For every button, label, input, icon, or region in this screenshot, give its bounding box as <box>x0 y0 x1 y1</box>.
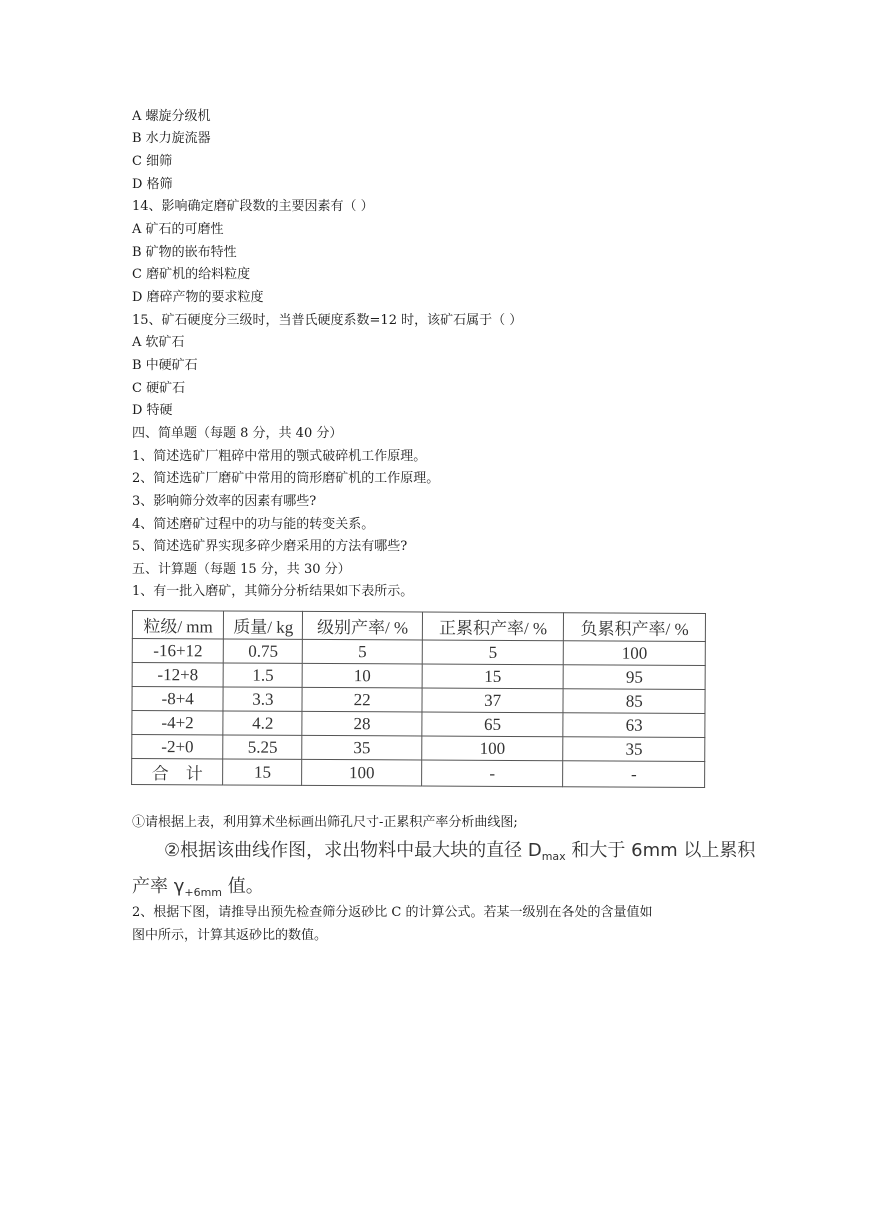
question-15: 15、矿石硬度分三级时，当普氏硬度系数=12 时，该矿石属于（ ） <box>132 313 523 328</box>
cell: -4+2 <box>132 711 223 735</box>
calc-1-part-1: ①请根据上表，利用算术坐标画出筛孔尺寸-正累积产率分析曲线图; <box>132 815 518 830</box>
dmax-subscript: max <box>541 850 566 863</box>
table-row <box>132 735 705 762</box>
option-a-spiral-classifier: A 螺旋分级机 <box>132 109 211 124</box>
header-size-class: 粒级/ mm <box>132 611 223 639</box>
table-row <box>132 639 705 666</box>
table-row <box>132 711 705 738</box>
sieve-analysis-table <box>131 610 706 788</box>
q15-option-d: D 特硬 <box>132 403 173 418</box>
option-d-grizzly: D 格筛 <box>132 177 173 192</box>
cell: -8+4 <box>132 687 223 711</box>
short-answer-5: 5、简述选矿界实现多碎少磨采用的方法有哪些? <box>132 539 408 554</box>
table-row <box>132 687 705 714</box>
short-answer-2: 2、简述选矿厂磨矿中常用的筒形磨矿机的工作原理。 <box>132 471 440 486</box>
short-answer-4: 4、简述磨矿过程中的功与能的转变关系。 <box>132 517 375 532</box>
cell: -16+12 <box>132 639 223 663</box>
table-total-row <box>132 759 705 788</box>
calc-1-part-2-line-2 <box>132 872 264 899</box>
cell: -2+0 <box>132 735 223 759</box>
option-b-hydrocyclone: B 水力旋流器 <box>132 131 211 146</box>
cell: 15 <box>422 664 564 689</box>
q2-text-c: 产率 γ <box>132 876 185 897</box>
q2-text-a: ②根据该曲线作图，求出物料中最大块的直径 D <box>164 840 542 861</box>
cell: 5 <box>422 640 564 665</box>
cell: 63 <box>563 713 705 738</box>
cell: 22 <box>302 687 422 712</box>
q2-text-b: 和大于 6mm 以上累积 <box>565 840 756 861</box>
cell: - <box>421 760 563 787</box>
cell: 5.25 <box>223 735 302 759</box>
header-negative-cumulative: 负累积产率/ % <box>564 613 706 642</box>
q14-option-b: B 矿物的嵌布特性 <box>132 245 237 260</box>
cell: 65 <box>422 712 564 737</box>
cell: 5 <box>303 639 423 664</box>
q2-text-d: 值。 <box>222 876 264 897</box>
cell: 100 <box>564 641 706 666</box>
calc-1-part-2-line-1 <box>164 836 755 863</box>
cell: 15 <box>223 759 302 785</box>
calc-question-2-line-1: 2、根据下图，请推导出预先检查筛分返砂比 C 的计算公式。若某一级别在各处的含量值如 <box>132 905 653 920</box>
table-header-row <box>132 611 705 642</box>
cell: 1.5 <box>223 663 302 687</box>
q15-option-c: C 硬矿石 <box>132 381 186 396</box>
cell: 合 计 <box>132 759 223 785</box>
option-c-fine-screen: C 细筛 <box>132 154 173 169</box>
section-4-heading: 四、简单题（每题 8 分，共 40 分） <box>132 426 343 441</box>
header-class-yield: 级别产率/ % <box>303 611 423 640</box>
q14-option-c: C 磨矿机的给料粒度 <box>132 267 251 282</box>
cell: 3.3 <box>223 687 302 711</box>
cell: 95 <box>564 665 706 690</box>
calc-question-1: 1、有一批入磨矿，其筛分分析结果如下表所示。 <box>132 584 414 599</box>
table-row <box>132 663 705 690</box>
question-14: 14、影响确定磨矿段数的主要因素有（ ） <box>132 199 374 214</box>
cell: - <box>563 761 705 788</box>
cell: -12+8 <box>132 663 223 687</box>
cell: 35 <box>563 737 705 762</box>
cell: 10 <box>303 663 423 688</box>
q14-option-a: A 矿石的可磨性 <box>132 222 224 237</box>
section-5-heading: 五、计算题（每题 15 分，共 30 分） <box>132 562 351 577</box>
header-mass: 质量/ kg <box>224 611 303 639</box>
cell: 100 <box>302 759 422 786</box>
short-answer-3: 3、影响筛分效率的因素有哪些? <box>132 494 317 509</box>
gamma-subscript: +6mm <box>184 886 223 899</box>
sieve-analysis-table-image <box>132 610 706 800</box>
cell: 0.75 <box>224 639 303 663</box>
cell: 35 <box>302 735 422 760</box>
calc-question-2-line-2: 图中所示，计算其返砂比的数值。 <box>132 928 328 943</box>
q15-option-b: B 中硬矿石 <box>132 358 198 373</box>
cell: 4.2 <box>223 711 302 735</box>
cell: 100 <box>422 736 564 761</box>
q15-option-a: A 软矿石 <box>132 335 185 350</box>
cell: 37 <box>422 688 564 713</box>
cell: 85 <box>563 689 705 714</box>
cell: 28 <box>302 711 422 736</box>
q14-option-d: D 磨碎产物的要求粒度 <box>132 290 264 305</box>
short-answer-1: 1、简述选矿厂粗碎中常用的颚式破碎机工作原理。 <box>132 449 427 464</box>
header-positive-cumulative: 正累积产率/ % <box>422 612 564 641</box>
